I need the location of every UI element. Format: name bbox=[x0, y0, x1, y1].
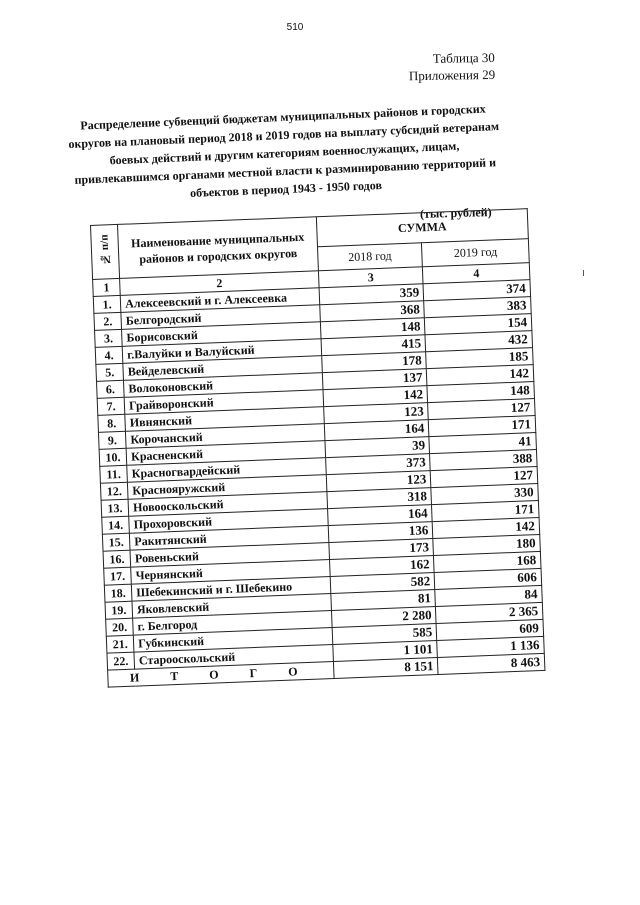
row-district-name: Краснояружский bbox=[128, 475, 327, 500]
row-value-2019: 171 bbox=[432, 500, 539, 521]
row-value-2019: 168 bbox=[434, 551, 541, 572]
row-number: 14. bbox=[102, 516, 130, 534]
header-year-2018: 2018 год bbox=[317, 243, 422, 271]
row-district-name: Красногвардейский bbox=[127, 458, 326, 483]
row-number: 21. bbox=[106, 635, 134, 653]
row-value-2018: 164 bbox=[327, 505, 432, 526]
row-district-name: Борисовский bbox=[122, 322, 321, 347]
row-value-2019: 383 bbox=[424, 297, 531, 318]
row-value-2019: 127 bbox=[428, 399, 535, 420]
row-number: 4. bbox=[95, 346, 123, 364]
column-number-2: 2 bbox=[120, 271, 319, 296]
row-value-2018: 178 bbox=[321, 352, 426, 373]
row-number: 19. bbox=[105, 601, 133, 619]
row-value-2018: 136 bbox=[328, 522, 433, 543]
row-district-name: Вейделевский bbox=[123, 356, 322, 381]
header-year-2019: 2019 год bbox=[422, 239, 530, 267]
row-value-2018: 1 101 bbox=[333, 640, 438, 661]
row-number: 9. bbox=[98, 431, 126, 449]
row-district-name: Корочанский bbox=[126, 424, 325, 449]
row-number: 16. bbox=[103, 550, 131, 568]
row-value-2019: 142 bbox=[432, 517, 539, 538]
row-number: 3. bbox=[95, 329, 123, 347]
row-number: 20. bbox=[106, 618, 134, 636]
unit-note: (тыс. рублей) bbox=[419, 205, 492, 221]
row-district-name: Старооскольский bbox=[134, 644, 333, 669]
row-value-2018: 123 bbox=[326, 471, 431, 492]
row-value-2019: 388 bbox=[430, 450, 537, 471]
row-value-2019: 185 bbox=[426, 348, 533, 369]
row-value-2018: 162 bbox=[329, 556, 434, 577]
row-value-2018: 359 bbox=[319, 284, 424, 305]
row-district-name: Ивнянский bbox=[125, 407, 324, 432]
row-value-2019: 127 bbox=[431, 467, 538, 488]
row-value-2018: 164 bbox=[324, 420, 429, 441]
header-name: Наименование муниципальных районов и городских округов bbox=[118, 217, 319, 279]
row-number: 8. bbox=[98, 414, 126, 432]
row-number: 11. bbox=[100, 465, 128, 483]
row-value-2018: 173 bbox=[329, 539, 434, 560]
row-district-name: Белгородский bbox=[121, 305, 320, 330]
column-number-3: 3 bbox=[318, 267, 423, 288]
row-value-2019: 171 bbox=[429, 416, 536, 437]
row-number: 5. bbox=[96, 363, 124, 381]
row-value-2018: 582 bbox=[330, 573, 435, 594]
row-district-name: г. Белгород bbox=[133, 611, 332, 636]
row-value-2019: 148 bbox=[427, 382, 534, 403]
header-sum: СУММА bbox=[316, 209, 528, 247]
row-value-2018: 2 280 bbox=[331, 607, 436, 628]
row-value-2019: 330 bbox=[431, 484, 538, 505]
row-district-name: г.Валуйки и Валуйский bbox=[122, 339, 321, 364]
row-district-name: Ровеньский bbox=[130, 543, 329, 568]
row-number: 7. bbox=[97, 397, 125, 415]
column-number-1: 1 bbox=[93, 278, 121, 296]
row-number: 1. bbox=[93, 295, 121, 313]
row-value-2019: 154 bbox=[425, 314, 532, 335]
row-value-2018: 318 bbox=[327, 488, 432, 509]
row-number: 22. bbox=[107, 652, 135, 670]
row-value-2018: 585 bbox=[332, 623, 437, 644]
row-district-name: Волоконовский bbox=[124, 373, 323, 398]
row-value-2018: 39 bbox=[325, 437, 430, 458]
row-value-2018: 415 bbox=[321, 335, 426, 356]
row-value-2018: 373 bbox=[325, 454, 430, 475]
row-value-2019: 1 136 bbox=[437, 636, 544, 657]
total-2019: 8 463 bbox=[438, 653, 545, 674]
row-district-name: Прохоровский bbox=[129, 509, 328, 534]
row-value-2019: 606 bbox=[434, 568, 541, 589]
row-number: 13. bbox=[101, 499, 129, 517]
row-number: 2. bbox=[94, 312, 122, 330]
row-value-2019: 41 bbox=[429, 433, 536, 454]
row-district-name: Ракитянский bbox=[130, 526, 329, 551]
row-value-2018: 137 bbox=[322, 369, 427, 390]
row-value-2018: 148 bbox=[320, 318, 425, 339]
row-number: 18. bbox=[104, 584, 132, 602]
appendix-label: Приложения 29 bbox=[408, 66, 496, 84]
row-value-2018: 123 bbox=[323, 403, 428, 424]
document-title: Распределение субвенций бюджетам муниципальных районов и городских округов на плановый период 2018 и 2019 годов на выплату субсидий ветеранам боевых действий и другим категориям военнослужащих, лицам, привлекавшимся органами местной власти к разминированию территорий и объектов в период 1943 - 1950 годов bbox=[68, 101, 500, 200]
row-value-2019: 180 bbox=[433, 534, 540, 555]
total-2018: 8 151 bbox=[333, 657, 438, 678]
page-number: 510 bbox=[286, 22, 304, 33]
row-number: 17. bbox=[104, 567, 132, 585]
row-value-2019: 2 365 bbox=[436, 602, 543, 623]
row-value-2019: 84 bbox=[435, 585, 542, 606]
row-number: 12. bbox=[100, 482, 128, 500]
table-reference bbox=[350, 49, 496, 85]
scan-mark bbox=[583, 270, 584, 276]
table-container bbox=[90, 208, 545, 687]
row-district-name: Губкинский bbox=[133, 628, 332, 653]
row-district-name: Грайворонский bbox=[124, 390, 323, 415]
subvention-table bbox=[90, 208, 545, 687]
table-label: Таблица 30 bbox=[432, 49, 495, 66]
row-district-name: Яковлевский bbox=[132, 594, 331, 619]
row-value-2019: 142 bbox=[427, 365, 534, 386]
row-value-2019: 609 bbox=[436, 619, 543, 640]
row-value-2019: 432 bbox=[425, 331, 532, 352]
row-district-name: Шебекинский и г. Шебекино bbox=[131, 577, 330, 602]
row-district-name: Алексеевский и г. Алексеевка bbox=[120, 288, 319, 313]
header-number-label: № п/п bbox=[98, 234, 112, 266]
row-number: 15. bbox=[102, 533, 130, 551]
row-district-name: Чернянский bbox=[131, 560, 330, 585]
row-value-2019: 374 bbox=[423, 280, 530, 301]
total-label: И Т О Г О bbox=[108, 661, 334, 687]
row-district-name: Красненский bbox=[126, 441, 325, 466]
header-number bbox=[91, 224, 120, 279]
row-value-2018: 142 bbox=[323, 386, 428, 407]
row-number: 6. bbox=[97, 380, 125, 398]
column-number-4: 4 bbox=[423, 263, 530, 284]
row-value-2018: 81 bbox=[331, 590, 436, 611]
row-value-2018: 368 bbox=[320, 301, 425, 322]
row-district-name: Новооскольский bbox=[128, 492, 327, 517]
row-number: 10. bbox=[99, 448, 127, 466]
